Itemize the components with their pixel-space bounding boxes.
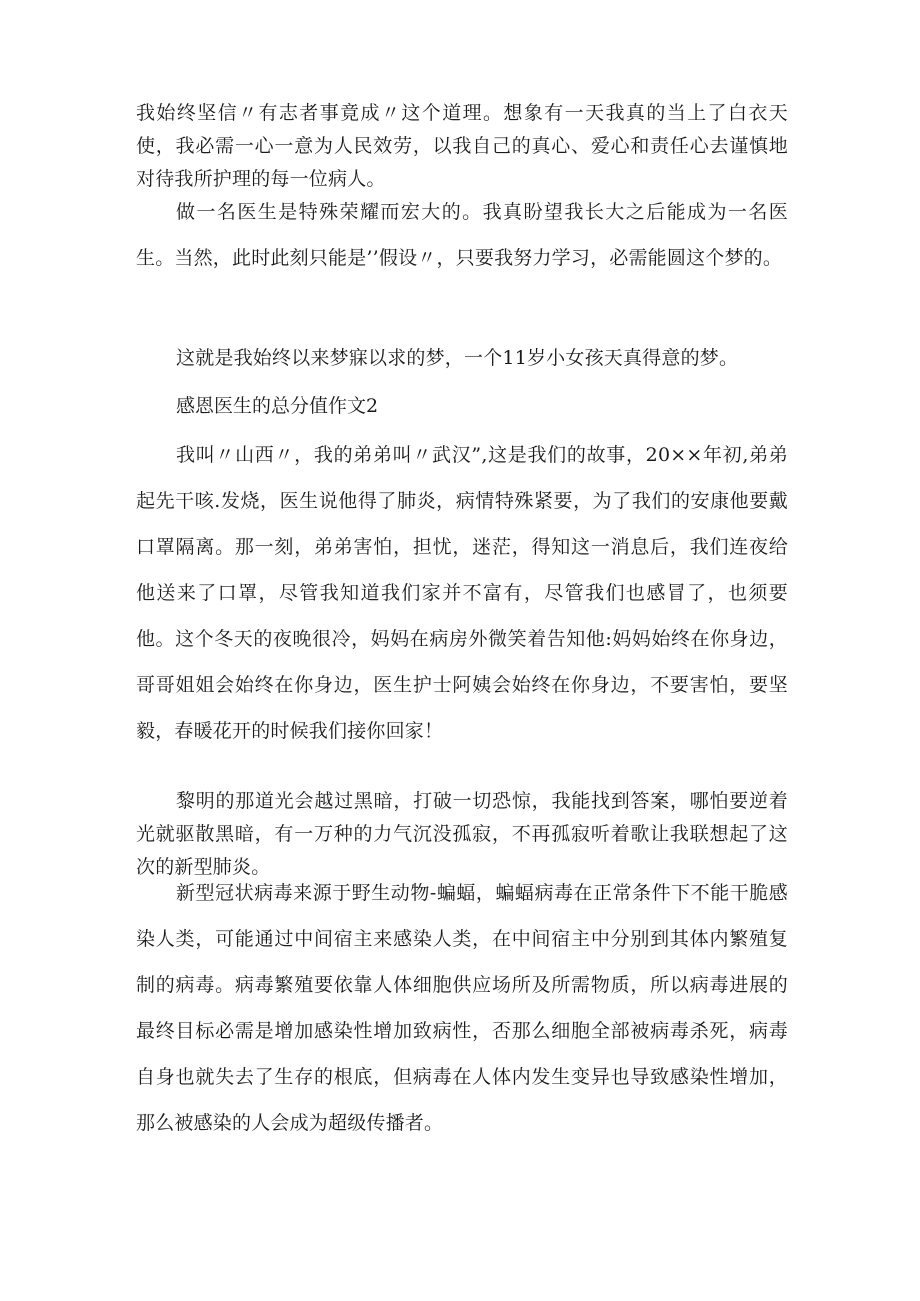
paragraph-dream-summary: 这就是我始终以来梦寐以求的梦，一个11岁小女孩天真得意的梦。 [176,347,739,369]
paragraph-doctor-aspiration: 做一名医生是特殊荣耀而宏大的。我真盼望我长大之后能成为一名医生。当然，此时此刻只能是’’假设〃，只要我努力学习，必需能圆这个梦的。 [136,201,788,269]
paragraph-dawn-light: 黎明的那道光会越过黑暗，打破一切恐惊，我能找到答案，哪怕要逆着光就驱散黑暗，有一万种的力气沉没孤寂，不再孤寂听着歌让我联想起了这次的新型肺炎。 [136,790,788,878]
paragraph-shanxi-wuhan-story: 我叫〃山西〃，我的弟弟叫〃武汉”,这是我们的故事，20××年初,弟弟起先干咳.发烧，医生说他得了肺炎，病情特殊紧要，为了我们的安康他要戴口罩隔离。那一刻，弟弟害怕，担忧，迷茫，得知这一消息后，我们连夜给他送来了口罩，尽管我知道我们家并不富有，尽管我们也感冒了，也须要他。这个冬天的夜晚很冷，妈妈在病房外微笑着告知他:妈妈始终在你身边，哥哥姐姐会始终在你身边，医生护士阿姨会始终在你身边，不要害怕，要坚毅，春暖花开的时候我们接你回家！ [136,444,788,742]
essay-heading: 感恩医生的总分值作文2 [176,395,379,417]
paragraph-white-coat-dream: 我始终坚信〃有志者事竟成〃这个道理。想象有一天我真的当上了白衣天使，我必需一心一意为人民效劳，以我自己的真心、爱心和责任心去谨慎地对待我所护理的每一位病人。 [136,102,788,190]
paragraph-coronavirus-origin: 新型冠状病毒来源于野生动物-蝙蝠，蝙蝠病毒在正常条件下不能干脆感染人类，可能通过中间宿主来感染人类，在中间宿主中分别到其体内繁殖复制的病毒。病毒繁殖要依靠人体细胞供应场所及所需物质，所以病毒进展的最终目标必需是增加感染性增加致病性，否那么细胞全部被病毒杀死，病毒自身也就失去了生存的根底，但病毒在人体内发生变异也导致感染性增加，那么被感染的人会成为超级传播者。 [136,882,788,1134]
